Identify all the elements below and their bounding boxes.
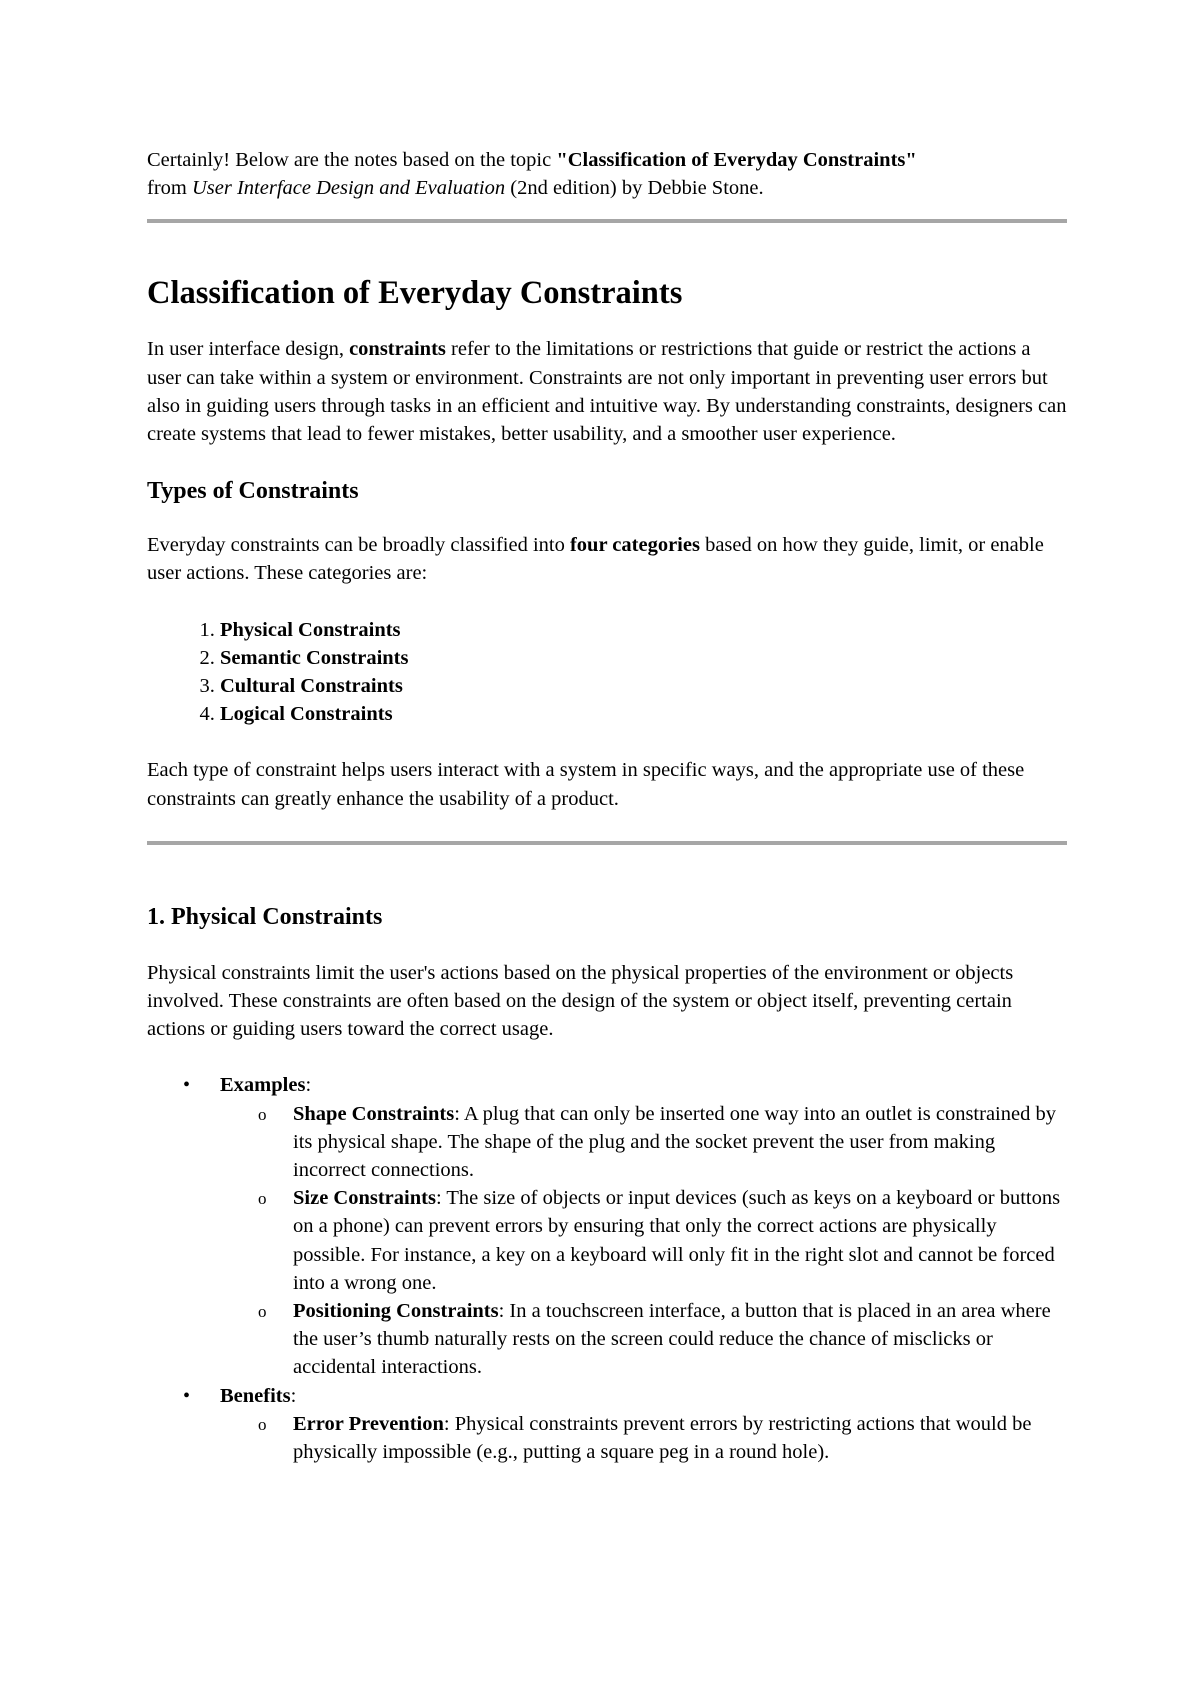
benefits-colon: :: [290, 1384, 297, 1407]
sub-bullet-icon: o: [258, 1302, 267, 1322]
types-intro-before: Everyday constraints can be broadly classified into: [147, 534, 570, 557]
benefit-item: [258, 1410, 1067, 1466]
category-item: 3. Cultural Constraints: [220, 672, 1067, 700]
example-item: [258, 1100, 1067, 1185]
physical-heading: 1. Physical Constraints: [147, 903, 383, 930]
categories-list: [147, 616, 1067, 729]
examples-sublist: [220, 1100, 1067, 1382]
example-term: Positioning Constraints: [293, 1300, 499, 1323]
intro-topic: "Classification of Everyday Constraints": [556, 149, 917, 171]
example-text: : A plug that can only be inserted one way into an outlet is constrained by its physical shape. The shape of the plug and the socket prevent the user from making incorrect connections.: [293, 1102, 1056, 1182]
category-item: 1. Physical Constraints: [220, 616, 1067, 644]
types-intro-paragraph: [147, 531, 1067, 587]
benefits-label: Benefits: [220, 1384, 291, 1407]
benefit-text: : Physical constraints prevent errors by restricting actions that would be physically impossible (e.g., putting a square peg in a round hole).: [293, 1412, 1032, 1464]
sub-bullet-icon: o: [258, 1104, 267, 1124]
intro-prefix: Certainly! Below are the notes based on the topic: [147, 149, 557, 171]
intro-paragraph: [147, 146, 1067, 202]
types-closing-paragraph: Each type of constraint helps users interact with a system in specific ways, and the appropriate use of these constraints can greatly enhance the usability of a product.: [147, 759, 1025, 810]
overview-before: In user interface design,: [147, 338, 350, 361]
benefit-term: Error Prevention: [293, 1412, 444, 1435]
examples-label: Examples: [220, 1074, 306, 1097]
examples-colon: :: [305, 1074, 312, 1097]
example-term: Shape Constraints: [293, 1102, 455, 1125]
example-item: [258, 1297, 1067, 1382]
main-heading: Classification of Everyday Constraints: [147, 275, 683, 312]
physical-description: Physical constraints limit the user's actions based on the physical properties of the environment or objects involved. These constraints are often based on the design of the system or object itself, preventing certain actions or guiding users toward the correct usage.: [147, 961, 1014, 1041]
intro-from: from: [147, 177, 192, 200]
physical-bullet-list: [147, 1071, 1067, 1466]
horizontal-rule: [147, 841, 1067, 845]
sub-bullet-icon: o: [258, 1189, 267, 1209]
horizontal-rule: [147, 219, 1067, 223]
example-text: : In a touchscreen interface, a button that is placed in an area where the user’s thumb naturally rests on the screen could reduce the chance of misclicks or accidental interactions.: [293, 1300, 1051, 1379]
bullet-icon: •: [183, 1384, 191, 1407]
overview-after: refer to the limitations or restrictions that guide or restrict the actions a user can take within a system or environment. Constraints are not only important in preventing user errors but also in guiding users through tasks in an efficient and intuitive way. By understanding constraints, designers can create systems that lead to fewer mistakes, better usability, and a smoother user experience.: [147, 338, 1067, 446]
sub-bullet-icon: o: [258, 1414, 267, 1434]
overview-bold-term: constraints: [349, 338, 446, 361]
examples-item: [183, 1071, 1067, 1381]
example-term: Size Constraints: [293, 1187, 436, 1210]
types-heading: Types of Constraints: [147, 478, 359, 505]
types-intro-bold: four categories: [569, 534, 700, 557]
example-text: : The size of objects or input devices (such as keys on a keyboard or buttons on a phone) can prevent errors by ensuring that only the correct actions are physically possible. For instance, a key on a keyboard will only fit in the right slot and cannot be forced into a wrong one.: [293, 1187, 1061, 1294]
category-item: 2. Semantic Constraints: [220, 644, 1067, 672]
overview-paragraph: [147, 335, 1067, 448]
category-item: 4. Logical Constraints: [220, 700, 1067, 728]
intro-suffix: (2nd edition) by Debbie Stone.: [505, 177, 764, 200]
types-intro-after: based on how they guide, limit, or enable user actions. These categories are:: [147, 534, 1044, 585]
benefits-sublist: [220, 1410, 1067, 1466]
bullet-icon: •: [183, 1074, 191, 1097]
example-item: [258, 1184, 1067, 1297]
document-page: [147, 146, 1067, 1466]
intro-book-title: User Interface Design and Evaluation: [191, 177, 506, 200]
benefits-item: [183, 1382, 1067, 1467]
